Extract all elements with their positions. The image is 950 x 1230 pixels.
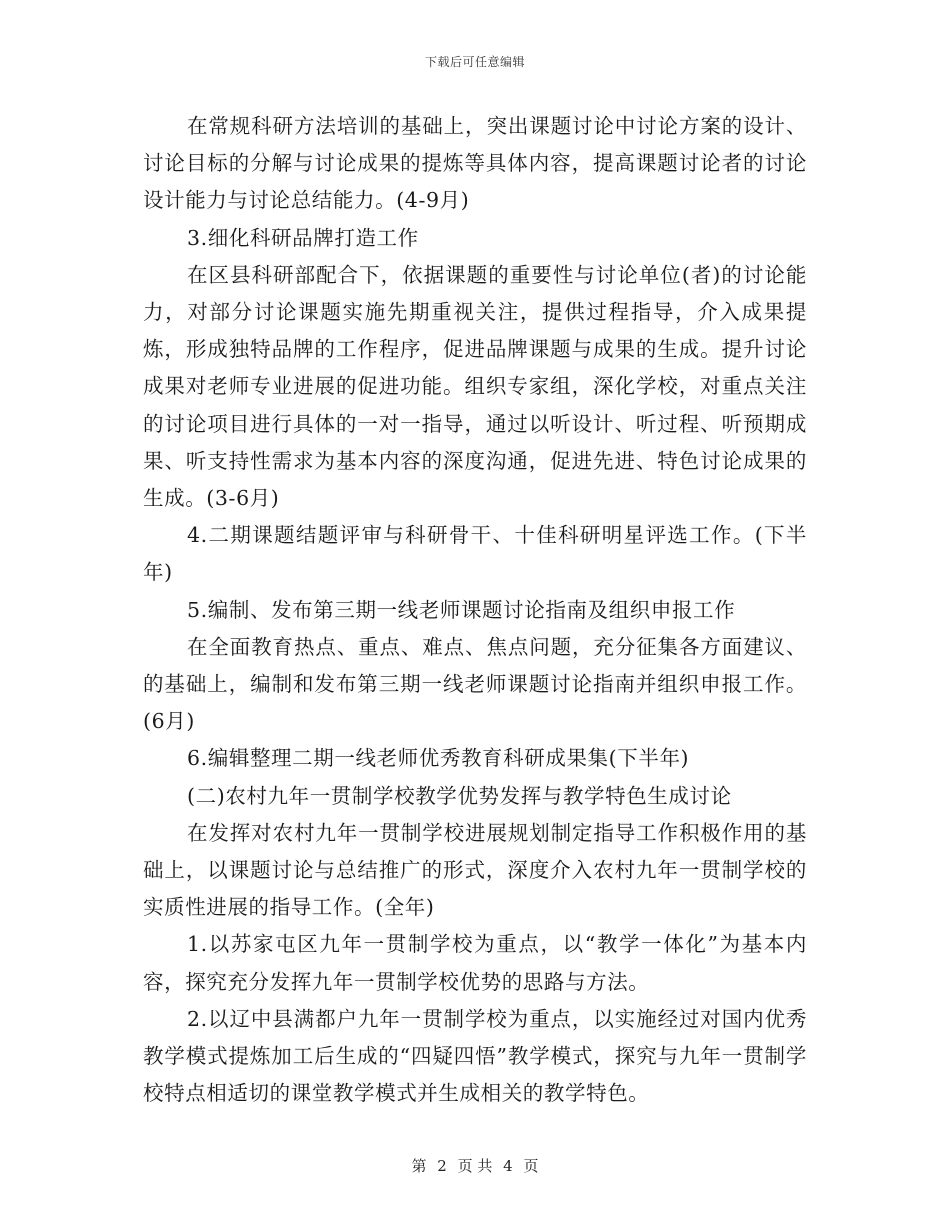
document-body bbox=[143, 108, 807, 1112]
heading-guide-publishing: 5.编制、发布第三期一线老师课题讨论指南及组织申报工作 bbox=[187, 597, 736, 622]
paragraph-brand-building: 在区县科研部配合下，依据课题的重要性与讨论单位(者)的讨论能力，对部分讨论课题实施先期重视关注，提供过程指导，介入成果提炼，形成独特品牌的工作程序，促进品牌课题与成果的生成。提升讨论成果对老师专业进展的促进功能。组织专家组，深化学校，对重点关注的讨论项目进行具体的一对一指导，通过以听设计、听过程、听预期成果、听支持性需求为基本内容的深度沟通，促进先进、特色讨论成果的生成。(3-6月) bbox=[143, 262, 807, 511]
page-number: 2 bbox=[437, 1157, 447, 1175]
footer-middle: 页 共 bbox=[457, 1157, 493, 1175]
section-heading-rural-schools: (二)农村九年一贯制学校教学优势发挥与教学特色生成讨论 bbox=[187, 783, 732, 808]
list-item-sujiatun: 1.以苏家屯区九年一贯制学校为重点，以“教学一体化”为基本内容，探究充分发挥九年一贯制学校优势的思路与方法。 bbox=[143, 932, 807, 994]
heading-brand-building: 3.细化科研品牌打造工作 bbox=[187, 225, 419, 250]
list-item-liaozhong: 2.以辽中县满都户九年一贯制学校为重点，以实施经过对国内优秀教学模式提炼加工后生成的“四疑四悟”教学模式，探究与九年一贯制学校特点相适切的课堂教学模式并生成相关的教学特色。 bbox=[143, 1006, 807, 1106]
page-footer bbox=[0, 1155, 950, 1176]
paragraph-rural-schools: 在发挥对农村九年一贯制学校进展规划制定指导工作积极作用的基础上，以课题讨论与总结推广的形式，深度介入农村九年一贯制学校的实质性进展的指导工作。(全年) bbox=[143, 820, 807, 920]
paragraph-training: 在常规科研方法培训的基础上，突出课题讨论中讨论方案的设计、讨论目标的分解与讨论成果的提炼等具体内容，提高课题讨论者的讨论设计能力与讨论总结能力。(4-9月) bbox=[143, 114, 807, 213]
page-header: 下载后可任意编辑 bbox=[424, 55, 525, 69]
heading-results-collection: 6.编辑整理二期一线老师优秀教育科研成果集(下半年) bbox=[187, 746, 690, 771]
footer-suffix: 页 bbox=[523, 1157, 539, 1175]
heading-review-selection: 4.二期课题结题评审与科研骨干、十佳科研明星评选工作。(下半年) bbox=[143, 523, 807, 585]
footer-prefix: 第 bbox=[411, 1157, 427, 1175]
total-pages: 4 bbox=[503, 1157, 513, 1175]
paragraph-guide-publishing: 在全面教育热点、重点、难点、焦点问题，充分征集各方面建议、的基础上，编制和发布第三期一线老师课题讨论指南并组织申报工作。(6月) bbox=[143, 634, 807, 734]
